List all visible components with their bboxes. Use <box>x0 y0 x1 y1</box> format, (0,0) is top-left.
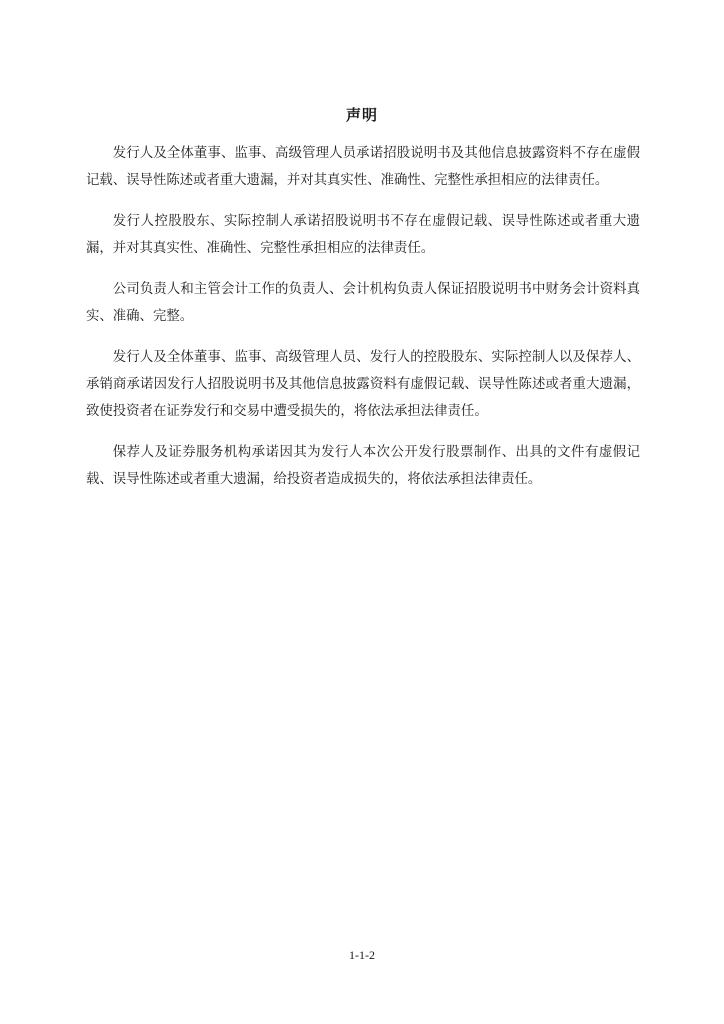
paragraph-controller-commitment: 发行人控股股东、实际控制人承诺招股说明书不存在虚假记载、误导性陈述或者重大遗漏，并对其真实性、准确性、完整性承担相应的法律责任。 <box>86 214 640 256</box>
paragraph-sponsor-commitment: 保荐人及证券服务机构承诺因其为发行人本次公开发行股票制作、出具的文件有虚假记载、误导性陈述或者重大遗漏，给投资者造成损失的，将依法承担法律责任。 <box>86 445 640 487</box>
declaration-body <box>86 140 640 507</box>
page-title: 声明 <box>345 106 378 124</box>
paragraph-liability-commitment: 发行人及全体董事、监事、高级管理人员、发行人的控股股东、实际控制人以及保荐人、承销商承诺因发行人招股说明书及其他信息披露资料有虚假记载、误导性陈述或者重大遗漏，致使投资者在证券发行和交易中遭受损失的，将依法承担法律责任。 <box>86 350 640 419</box>
paragraph-financial-guarantee: 公司负责人和主管会计工作的负责人、会计机构负责人保证招股说明书中财务会计资料真实、准确、完整。 <box>86 282 640 324</box>
page-number: 1-1-2 <box>349 948 375 962</box>
paragraph-issuer-commitment: 发行人及全体董事、监事、高级管理人员承诺招股说明书及其他信息披露资料不存在虚假记载、误导性陈述或者重大遗漏，并对其真实性、准确性、完整性承担相应的法律责任。 <box>86 146 640 188</box>
